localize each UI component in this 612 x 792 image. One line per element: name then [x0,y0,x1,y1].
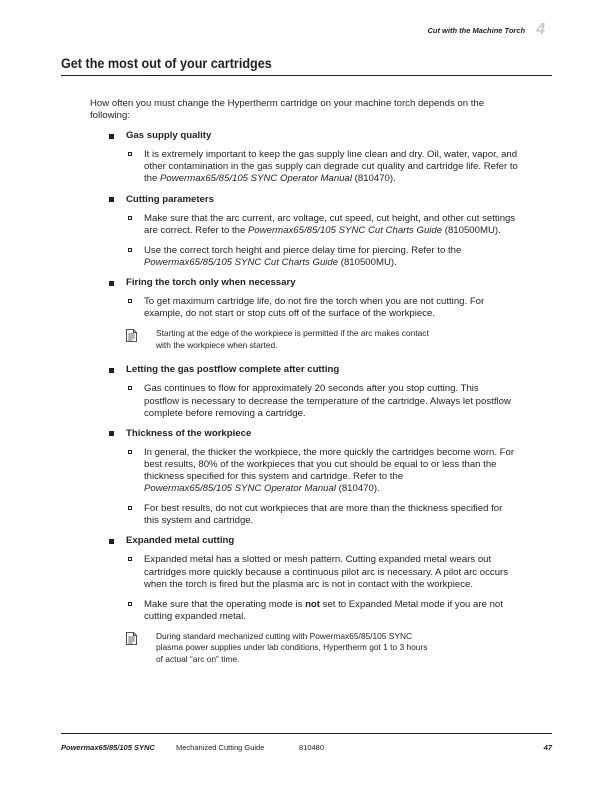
list-item: For best results, do not cut workpieces that are more than the thickness specified for this system and cartridge. [90,503,552,527]
section-heading: Thickness of the workpiece [90,428,552,440]
section-cutting-parameters [90,194,552,269]
page-footer [61,743,552,752]
note [90,328,436,351]
note-text: of actual “arc on” time. [156,653,240,664]
list-item: Gas continues to flow for approximately 20 seconds after you stop cutting. This postflow is necessary to decrease the temperature of the cartridge. Always let postflow complete before removing a cartridge. [90,383,552,419]
note [90,631,436,666]
note-icon [126,632,137,645]
footer-guide-title: Mechanized Cutting Guide [176,743,265,752]
manual-reference: Powermax65/85/105 SYNC Operator Manual [160,173,352,185]
section-heading: Gas supply quality [90,130,552,142]
section-gas-postflow [90,364,552,419]
header-title: Cut with the Machine Torch [427,25,526,35]
chapter-number: 4 [536,21,545,38]
note-text: Starting at the edge of the workpiece is permitted if the arc makes contact [156,328,429,339]
list-item: Expanded metal has a slotted or mesh pattern. Cutting expanded metal wears out cartridges more quickly because a continuous pilot arc is necessary. A pilot arc occurs when the torch is fired but the plasma arc is not in contact with the workpiece. [90,554,552,590]
section-heading: Cutting parameters [90,194,552,206]
section-gas-supply-quality [90,130,552,185]
section-heading: Firing the torch only when necessary [90,277,552,289]
section-heading: Expanded metal cutting [90,535,552,547]
list-item: Use the correct torch height and pierce delay time for piercing. Refer to the Powermax65/85/105 SYNC Cut Charts Guide (810500MU). [90,245,552,269]
section-heading: Letting the gas postflow complete after cutting [90,364,552,376]
square-bullet-icon [109,197,114,202]
hollow-square-bullet-icon [128,216,132,220]
intro-line: following: [90,110,130,122]
manual-reference: Powermax65/85/105 SYNC Cut Charts Guide [144,256,339,268]
hollow-square-bullet-icon [128,602,132,606]
square-bullet-icon [109,539,114,544]
footer-rule [61,733,552,734]
square-bullet-icon [109,368,114,373]
page-title: Get the most out of your cartridges [61,55,272,71]
hollow-square-bullet-icon [128,152,132,156]
section-workpiece-thickness [90,428,552,528]
footer-part-number: 810480 [299,743,325,752]
manual-reference: Powermax65/85/105 SYNC Cut Charts Guide [247,224,443,236]
section-firing-torch [90,277,552,351]
note-icon [126,329,137,342]
running-header [427,21,545,39]
hollow-square-bullet-icon [128,386,132,390]
list-item: Make sure that the arc current, arc voltage, cut speed, cut height, and other cut settings are correct. Refer to the Powermax65/85/105 SYNC Cut Charts Guide (810500MU). [90,213,552,237]
list-item: It is extremely important to keep the gas supply line clean and dry. Oil, water, vapor, and other contamination in the gas supply can degrade cut quality and cartridge life. Refer to the Powermax65/85/105 SYNC Operator Manual (810470). [90,149,552,185]
page-number: 47 [543,743,552,752]
square-bullet-icon [109,431,114,436]
intro-line: How often you must change the Hypertherm cartridge on your machine torch depends on the [90,98,485,109]
intro-paragraph [90,98,552,122]
hollow-square-bullet-icon [128,248,132,252]
note-text: plasma power supplies under lab conditions, Hypertherm got 1 to 3 hours [156,642,428,653]
square-bullet-icon [109,134,114,139]
section-expanded-metal [90,535,552,665]
manual-reference: Powermax65/85/105 SYNC Operator Manual [144,483,336,495]
list-item: In general, the thicker the workpiece, the more quickly the cartridges become worn. For best results, 80% of the workpieces that you cut should be equal to or less than the thickness specified for this system and cartridge. Refer to the Powermax65/85/105 SYNC Operator Manual (810470). [90,447,552,495]
hollow-square-bullet-icon [128,450,132,454]
emphasis-not: not [305,598,320,610]
note-text: During standard mechanized cutting with Powermax65/85/105 SYNC [156,630,413,641]
note-text: with the workpiece when started. [156,339,278,350]
hollow-square-bullet-icon [128,506,132,510]
list-item: To get maximum cartridge life, do not fire the torch when you are not cutting. For example, do not start or stop cuts off of the surface of the workpiece. [90,296,552,320]
list-item: Make sure that the operating mode is not set to Expanded Metal mode if you are not cutting expanded metal. [90,599,552,623]
footer-product: Powermax65/85/105 SYNC [61,743,155,752]
page-content [90,98,552,678]
hollow-square-bullet-icon [128,299,132,303]
hollow-square-bullet-icon [128,557,132,561]
square-bullet-icon [109,281,114,286]
title-rule [61,75,552,76]
